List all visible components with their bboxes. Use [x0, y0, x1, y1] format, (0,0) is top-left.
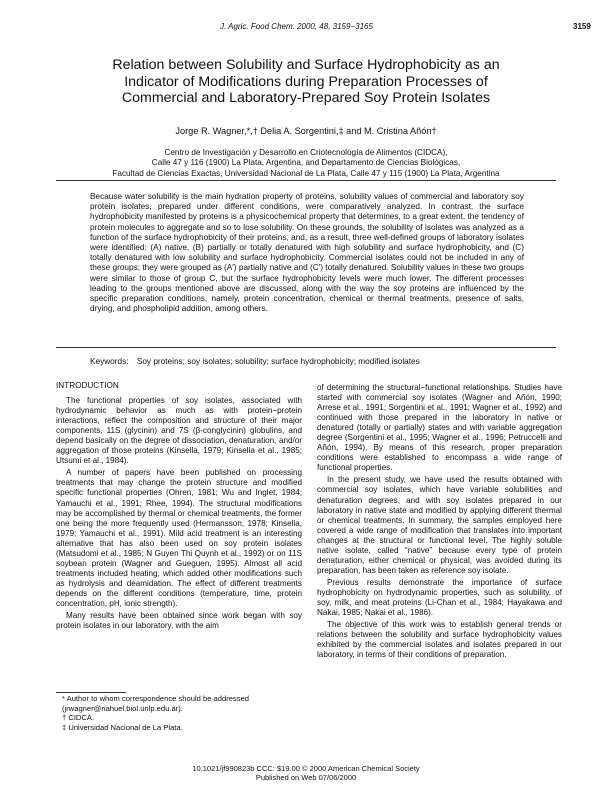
doi-line: 10.1021/jf990823b CCC: $19.00 © 2000 American Chemical Society — [192, 764, 420, 773]
title-line-2: Indicator of Modifications during Preparation Processes of — [124, 73, 488, 90]
right-paragraph: of determining the structural−functional relationships. Studies have started with commercial soy isolates (Wagner and Añón, 1990; Arrese et al., 1991; Sorgentini et al., 1991; Wagner et al., 1992) and continued with those prepared in the laboratory in native or denatured (totally or partially) states and with variable aggregation degree (Sorgentini et al., 1995; Wagner et al., 1996; Petruccelli and Añón, 1994). By means of this research, proper preparation conditions were established to encompass a wide range of functional properties. — [317, 383, 562, 473]
abstract: Because water solubility is the main hydration property of proteins, solubility values of commercial and laboratory soy protein isolates, prepared under different conditions, were comparatively analyzed. In contrast, the surface hydrophobicity manifested by proteins is a physicochemical property that determines, to a great extent, the tendency of protein molecules to aggregate and so to lose solubility. On these grounds, the solubility of isolates was analyzed as a function of the surface hydrophobicity of their proteins, and, as a result, three well-defined groups of laboratory isolates were identified: (A) native, (B) partially or totally denatured with high solubility and surface hydrophobicity, and (C) totally denatured with low solubility and surface hydrophobicity. Commercial isolates could not be included in any of these groups; they were grouped as (A′) partially native and (C′) totally denatured. Solubility values in these two groups were similar to those of group C, but the surface hydrophobicity levels were much lower. The different processes leading to the groups mentioned above are discussed, along with the way the soy proteins are influenced by the specific preparation conditions, namely, protein concentration, chemical or thermal treatments, presence of salts, drying, and phospholipid addition, among others. — [90, 192, 524, 314]
publication-info — [0, 764, 612, 782]
abstract-bottom-rule — [56, 347, 556, 348]
abstract-top-rule — [56, 180, 556, 181]
page-number: 3159 — [573, 22, 591, 31]
left-paragraph: The functional properties of soy isolates, associated with hydrodynamic behavior as much as with protein−protein interactions, reflect the composition and structure of their major components, 11S (glycinin) and 7S (β-conglycinin) globulins, and depend basically on the degree of dissociation, denaturation, and/or aggregation of those proteins (Kinsella, 1979; Kinsella et al., 1985; Utsumi et al., 1984). — [56, 396, 302, 466]
keywords-text: Soy proteins; soy isolates; solubility; surface hydrophobicity; modified isolates — [136, 357, 420, 366]
right-paragraph: Previous results demonstrate the importance of surface hydrophobicity on hydrodynamic properties, such as solubility, of soy, milk, and meat proteins (Li-Chan et al., 1984; Hayakawa and Nakai, 1985; Nakai et al., 1986). — [317, 577, 562, 618]
right-paragraph: In the present study, we have used the results obtained with commercial soy isolates, which have variable solubilities and denaturation degrees, and with soy isolates prepared in our laboratory in native state and modified by applying different thermal or chemical treatments. In summary, the samples employed here covered a wide range of modification that translates into important changes at the structural or functional level. The highly soluble native isolate, called “native” because every type of protein denaturation, either chemical or physical, was avoided during its preparation, has been taken as reference soy isolate. — [317, 475, 562, 575]
section-heading: INTRODUCTION — [56, 381, 119, 390]
left-paragraph: A number of papers have been published on processing treatments that may change the protein structure and modified specific functional properties (Ohren, 1981; Wu and Inglet, 1984; Yamauchi et al., 1991; Rhee, 1994). The structural modifications may be accomplished by thermal or chemical treatments, the former one being the more frequently used (Hermansson, 1978; Kinsella, 1979; Yamauchi et al., 1991). Mild acid treatment is an interesting alternative that has also been used on soy protein isolates (Matsudomi et al., 1985; N Guyen Thi Quynh et al., 1992) or on 11S soybean protein (Wagner and Gueguen, 1995). Almost all acid treatments included heating, which added other modifications such as hydrolysis and deamidation. The effect of different treatments depends on the different conditions (temperature, time, protein concentration, pH, ionic strength). — [56, 468, 302, 608]
right-column — [317, 383, 562, 662]
paper-title — [40, 57, 572, 107]
journal-citation: J. Agric. Food Chem. 2000, 48, 3159−3165 — [220, 22, 373, 31]
keywords — [90, 357, 530, 366]
footnote-dagger: † CIDCA. — [62, 713, 95, 723]
affiliation-line-2: Calle 47 y 116 (1900) La Plata, Argentina, and Departamento de Ciencias Biológicas, — [151, 158, 461, 168]
footnote-corresponding: * Author to whom correspondence should be addressed (jrwagner@nahuel.biol.unlp.edu.ar). — [62, 694, 250, 713]
right-paragraph: The objective of this work was to establish general trends or relations between the solubility and surface hydrophobicity values exhibited by the commercial isolates and isolates prepared in our laboratory, in terms of their conditions of preparation. — [317, 620, 562, 660]
left-paragraph: Many results have been obtained since work began with soy protein isolates in our laboratory, with the aim — [56, 611, 302, 631]
title-line-1: Relation between Solubility and Surface Hydrophobicity as an — [112, 57, 500, 73]
footnote-ddagger: ‡ Universidad Nacional de La Plata. — [62, 722, 183, 732]
affiliation-line-3: Facultad de Ciencias Exactas, Universidad Nacional de La Plata, Calle 47 y 115 (1900) La Plata, Argentina — [112, 168, 500, 178]
footnotes — [56, 694, 302, 732]
footnote-rule — [56, 692, 126, 693]
author-list: Jorge R. Wagner,*,† Delia A. Sorgentini,‡ and M. Cristina Añón† — [175, 126, 437, 136]
affiliations — [40, 148, 572, 179]
affiliation-line-1: Centro de Investigación y Desarrollo en Criotecnología de Alimentos (CIDCA), — [164, 148, 448, 157]
keywords-label: Keywords: — [90, 357, 129, 366]
title-line-3: Commercial and Laboratory-Prepared Soy Protein Isolates — [121, 90, 491, 106]
published-line: Published on Web 07/06/2000 — [255, 773, 357, 782]
left-column — [56, 381, 302, 633]
